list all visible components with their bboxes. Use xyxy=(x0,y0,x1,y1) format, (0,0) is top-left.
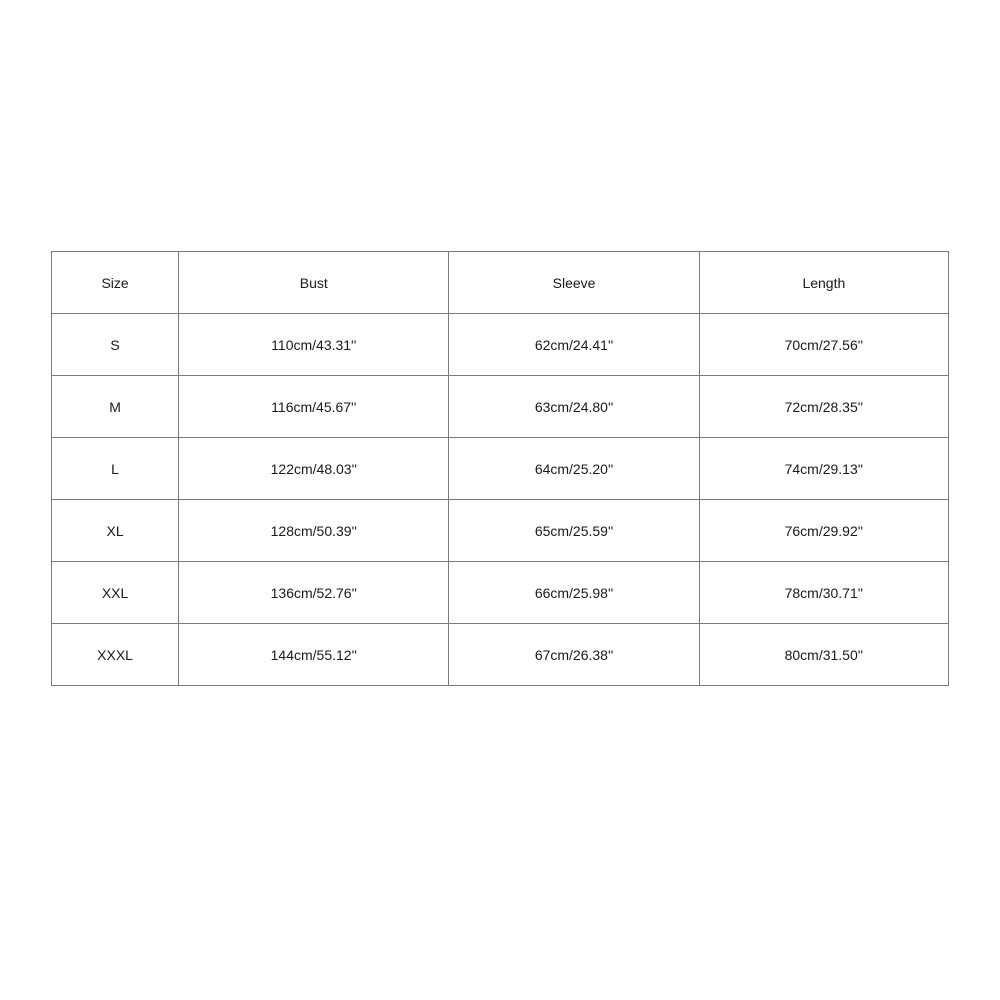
cell-sleeve: 67cm/26.38'' xyxy=(449,624,699,686)
table-row xyxy=(52,376,949,438)
cell-length: 80cm/31.50'' xyxy=(699,624,948,686)
cell-sleeve: 65cm/25.59'' xyxy=(449,500,699,562)
cell-sleeve: 62cm/24.41'' xyxy=(449,314,699,376)
cell-length: 78cm/30.71'' xyxy=(699,562,948,624)
cell-size: XXL xyxy=(52,562,179,624)
header-bust: Bust xyxy=(179,252,449,314)
header-length: Length xyxy=(699,252,948,314)
cell-size: XL xyxy=(52,500,179,562)
cell-sleeve: 63cm/24.80'' xyxy=(449,376,699,438)
table-row xyxy=(52,624,949,686)
cell-length: 72cm/28.35'' xyxy=(699,376,948,438)
cell-length: 70cm/27.56'' xyxy=(699,314,948,376)
cell-bust: 110cm/43.31'' xyxy=(179,314,449,376)
cell-bust: 128cm/50.39'' xyxy=(179,500,449,562)
header-sleeve: Sleeve xyxy=(449,252,699,314)
cell-size: M xyxy=(52,376,179,438)
table-row xyxy=(52,438,949,500)
table-row xyxy=(52,500,949,562)
cell-length: 76cm/29.92'' xyxy=(699,500,948,562)
table-row xyxy=(52,562,949,624)
cell-bust: 116cm/45.67'' xyxy=(179,376,449,438)
cell-bust: 136cm/52.76'' xyxy=(179,562,449,624)
cell-sleeve: 66cm/25.98'' xyxy=(449,562,699,624)
cell-size: XXXL xyxy=(52,624,179,686)
size-chart-table xyxy=(51,251,949,686)
cell-size: L xyxy=(52,438,179,500)
table-row xyxy=(52,314,949,376)
header-size: Size xyxy=(52,252,179,314)
table-header-row xyxy=(52,252,949,314)
cell-size: S xyxy=(52,314,179,376)
cell-bust: 144cm/55.12'' xyxy=(179,624,449,686)
cell-bust: 122cm/48.03'' xyxy=(179,438,449,500)
cell-length: 74cm/29.13'' xyxy=(699,438,948,500)
cell-sleeve: 64cm/25.20'' xyxy=(449,438,699,500)
